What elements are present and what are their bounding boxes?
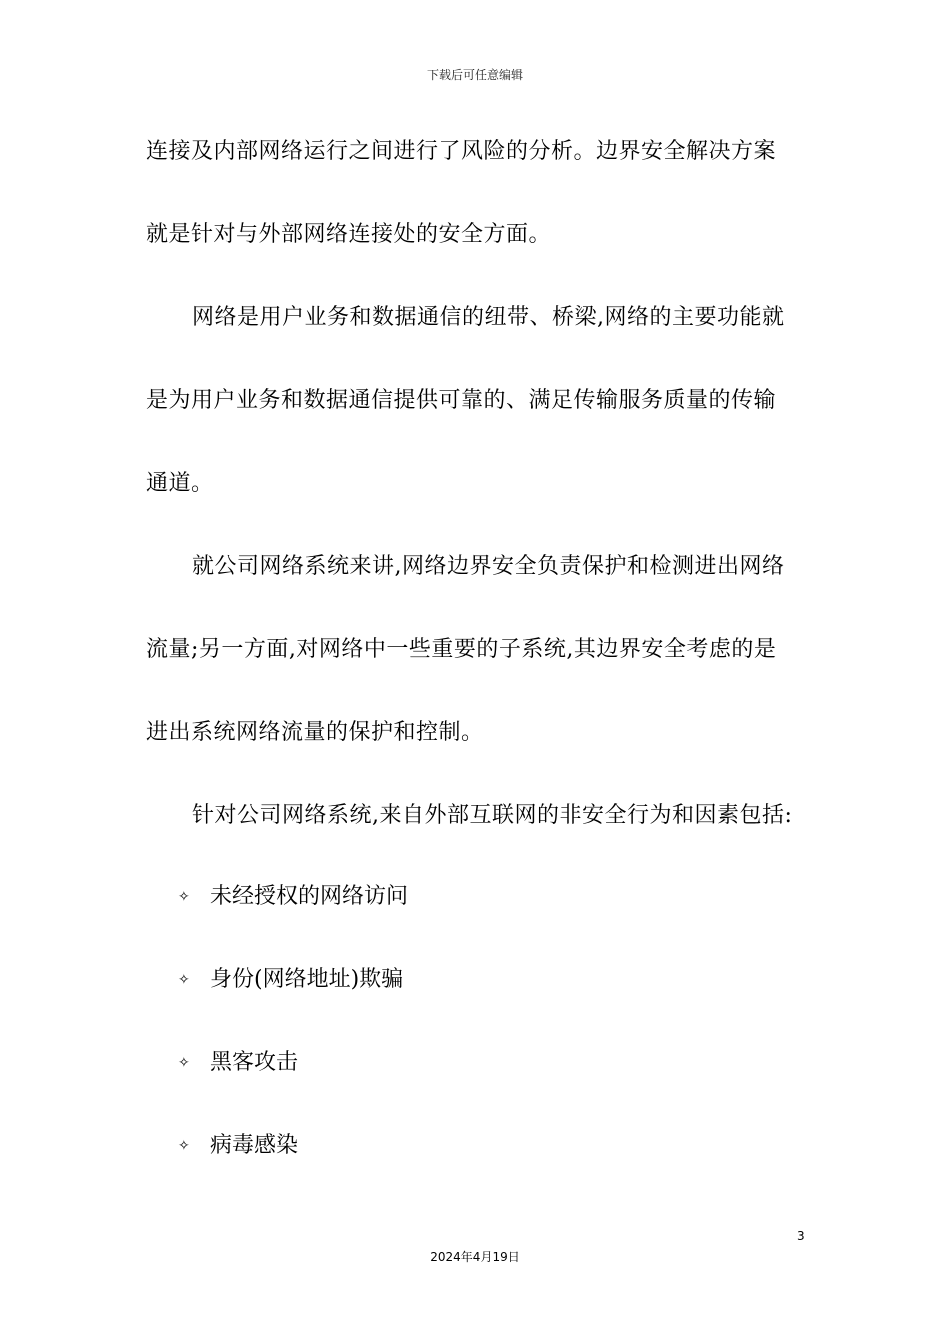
paragraph-line: 是为用户业务和数据通信提供可靠的、满足传输服务质量的传输: [146, 388, 777, 413]
paragraph-line: 就是针对与外部网络连接处的安全方面。: [146, 222, 552, 247]
paragraph-line: 流量;另一方面,对网络中一些重要的子系统,其边界安全考虑的是: [146, 637, 777, 662]
paragraph-line: 针对公司网络系统,来自外部互联网的非安全行为和因素包括:: [192, 803, 793, 828]
paragraph-line: 就公司网络系统来讲,网络边界安全负责保护和检测进出网络: [192, 554, 785, 579]
page-header: 下载后可任意编辑: [426, 68, 523, 82]
paragraph-line: 通道。: [146, 471, 214, 496]
diamond-outline-icon: ✧: [178, 972, 190, 988]
list-item-text: 黑客攻击: [210, 1050, 299, 1075]
page-number: 3: [797, 1229, 805, 1243]
list-item: [178, 965, 403, 995]
diamond-outline-icon: ✧: [178, 1138, 190, 1154]
list-item-text: 未经授权的网络访问: [210, 884, 409, 909]
diamond-outline-icon: ✧: [178, 889, 190, 905]
diamond-outline-icon: ✧: [178, 1055, 190, 1071]
footer-date: 2024年4月19日: [430, 1250, 520, 1264]
paragraph-line: 网络是用户业务和数据通信的纽带、桥梁,网络的主要功能就: [192, 305, 785, 330]
list-item: [178, 882, 408, 912]
paragraph-line: 连接及内部网络运行之间进行了风险的分析。边界安全解决方案: [146, 139, 777, 164]
list-item: [178, 1131, 298, 1161]
list-item-text: 病毒感染: [210, 1133, 299, 1158]
list-item: [178, 1048, 298, 1078]
list-item-text: 身份(网络地址)欺骗: [210, 967, 404, 992]
paragraph-line: 进出系统网络流量的保护和控制。: [146, 720, 484, 745]
